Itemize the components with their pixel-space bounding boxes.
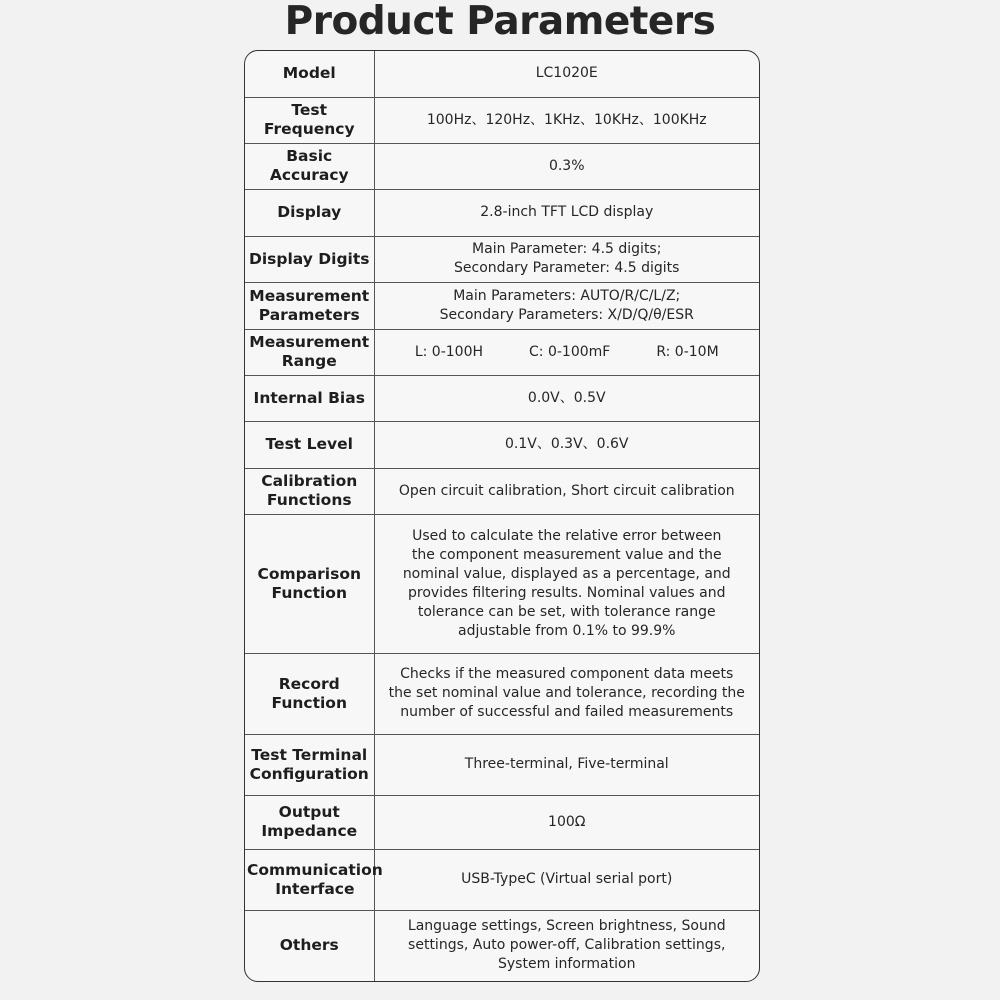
row-label: Measurement Parameters	[249, 286, 370, 324]
table-row	[245, 468, 759, 514]
row-label: Measurement Range	[249, 333, 370, 370]
table-row	[245, 795, 759, 849]
row-value: 100Hz、120Hz、1KHz、10KHz、100KHz	[426, 111, 707, 128]
row-label: Output Impedance	[261, 803, 358, 840]
row-label: Internal Bias	[253, 388, 365, 407]
row-value: Main Parameter: 4.5 digits; Secondary Parameter: 4.5 digits	[454, 241, 680, 276]
page-title: Product Parameters	[284, 0, 716, 44]
table-row	[245, 282, 759, 329]
table-row	[245, 189, 759, 236]
row-label: Others	[279, 936, 339, 955]
table-row	[245, 910, 759, 981]
row-value: Used to calculate the relative error between the component measurement value and the nominal value, displayed as a percentage, and provides filtering results. Nominal values and tolerance can be set, with tolerance range adjustable from 0.1% to 99.9%	[402, 527, 731, 639]
table-row	[245, 734, 759, 795]
row-value: LC1020E	[535, 65, 598, 82]
row-label: Communication Interface	[247, 860, 383, 898]
table-row	[245, 236, 759, 282]
range-resistance: R: 0-10M	[656, 343, 719, 360]
row-value: 100Ω	[548, 813, 586, 830]
table-row	[245, 375, 759, 421]
row-label: Basic Accuracy	[269, 147, 349, 184]
table-row	[245, 329, 759, 375]
row-value: Three-terminal, Five-terminal	[464, 756, 669, 772]
table-row	[245, 653, 759, 734]
table-row	[245, 421, 759, 468]
row-label: Model	[282, 64, 336, 83]
row-label: Test Terminal Configuration	[249, 745, 369, 783]
table-row	[245, 849, 759, 910]
row-label: Calibration Functions	[261, 472, 358, 509]
parameters-table	[244, 50, 760, 982]
row-value: Language settings, Screen brightness, Sound settings, Auto power-off, Calibration settings, System information	[407, 918, 726, 973]
table-row	[245, 97, 759, 143]
row-label: Test Frequency	[263, 101, 355, 138]
range-inductance: L: 0-100H	[414, 343, 484, 360]
row-value: Main Parameters: AUTO/R/C/L/Z; Secondary Parameters: X/D/Q/θ/ESR	[439, 287, 694, 323]
table-row	[245, 51, 759, 97]
row-value: 0.1V、0.3V、0.6V	[504, 436, 629, 452]
row-value: 2.8-inch TFT LCD display	[480, 204, 654, 220]
table-row	[245, 143, 759, 189]
row-label: Comparison Function	[257, 564, 362, 602]
row-label: Display Digits	[248, 249, 370, 268]
measurement-range-values	[381, 343, 754, 362]
range-capacitance: C: 0-100mF	[529, 343, 611, 360]
row-value: USB-TypeC (Virtual serial port)	[461, 871, 673, 887]
row-value: Checks if the measured component data meets the set nominal value and tolerance, recording the number of successful and failed measurements	[388, 666, 745, 720]
row-value: Open circuit calibration, Short circuit calibration	[398, 482, 735, 499]
table-row	[245, 514, 759, 653]
row-label: Display	[277, 203, 342, 221]
row-label: Test Level	[265, 435, 353, 453]
row-value: 0.0V、0.5V	[527, 389, 606, 406]
row-value: 0.3%	[548, 157, 585, 174]
row-label: Record Function	[271, 674, 347, 712]
